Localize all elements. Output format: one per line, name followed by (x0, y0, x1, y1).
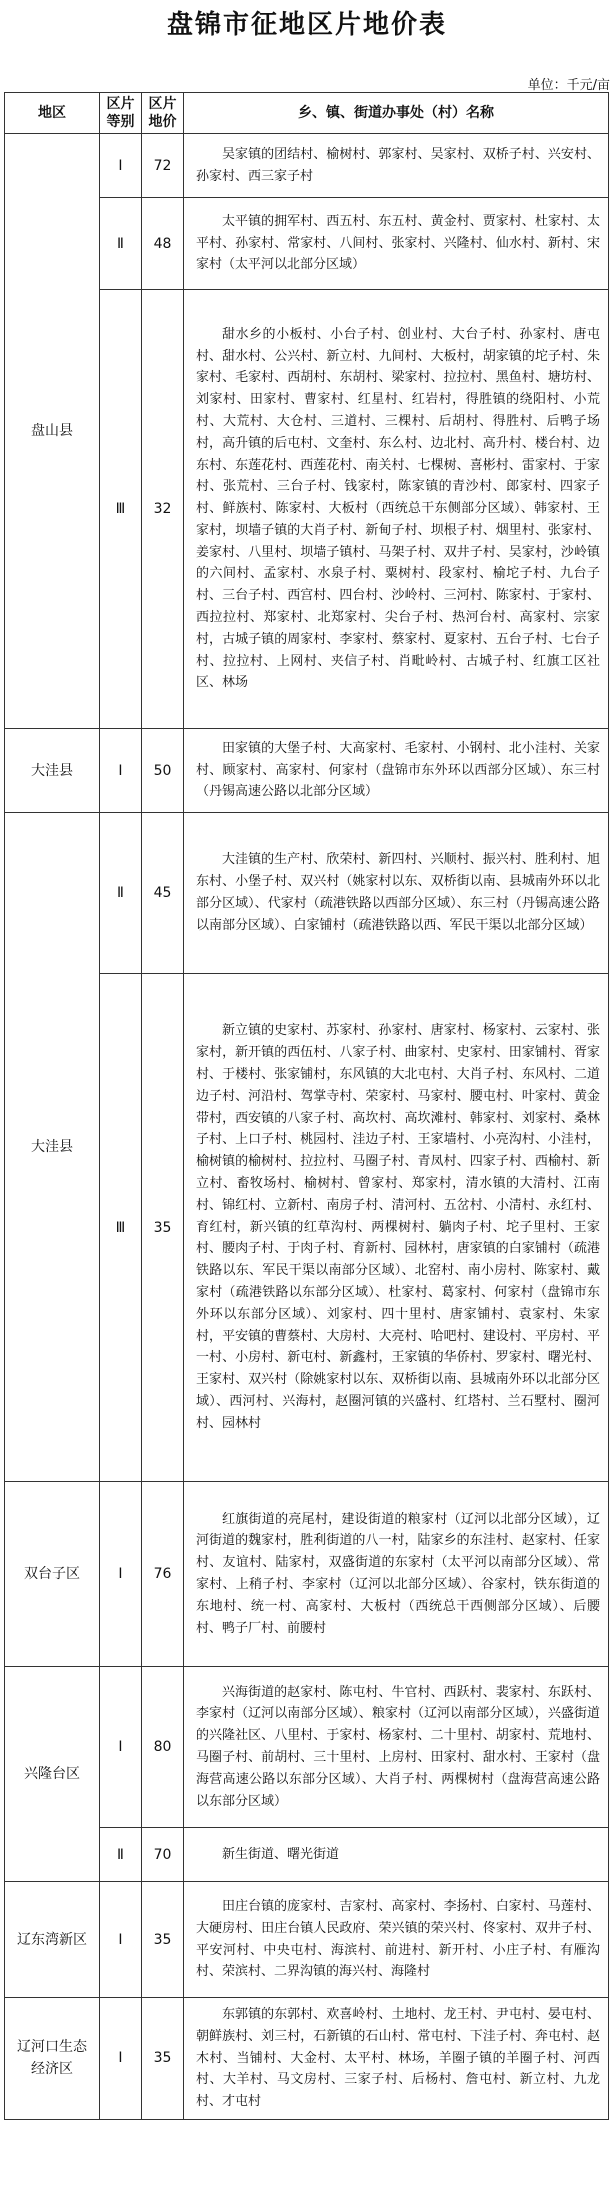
page-title: 盘锦市征地区片地价表 (166, 10, 447, 40)
grade-cell: Ⅰ (100, 1482, 142, 1667)
price-cell: 35 (142, 1882, 184, 1998)
price-cell: 76 (142, 1482, 184, 1667)
header-region: 地区 (5, 93, 100, 134)
table-row (5, 1998, 609, 2120)
names-cell: 太平镇的拥军村、西五村、东五村、黄金村、贾家村、杜家村、太平村、孙家村、常家村、八间村、张家村、兴隆村、仙水村、新村、宋家村（太平河以北部分区域） (184, 198, 609, 290)
names-cell: 田家镇的大堡子村、大高家村、毛家村、小钢村、北小洼村、关家村、顾家村、高家村、何家村（盘锦市东外环以西部分区域）、东三村（丹锡高速公路以北部分区域） (184, 729, 609, 813)
table-row (5, 1482, 609, 1667)
region-cell: 盘山县 (5, 134, 100, 729)
price-cell: 70 (142, 1828, 184, 1882)
names-cell: 兴海街道的赵家村、陈屯村、牛官村、西跃村、裴家村、东跃村、李家村（辽河以南部分区域）、粮家村（辽河以南部分区域），兴盛街道的兴隆社区、八里村、于家村、杨家村、二十里村、胡家村、荒地村、马圈子村、前胡村、三十里村、上房村、田家村、甜水村、王家村（盘海营高速公路以东部分区域）、大肖子村、两棵树村（盘海营高速公路以东部分区域） (184, 1667, 609, 1828)
grade-cell: Ⅰ (100, 1882, 142, 1998)
price-cell: 80 (142, 1667, 184, 1828)
region-cell: 兴隆台区 (5, 1667, 100, 1882)
grade-cell: Ⅱ (100, 813, 142, 974)
grade-cell: Ⅰ (100, 134, 142, 198)
price-cell: 48 (142, 198, 184, 290)
header-price: 区片 地价 (142, 93, 184, 134)
unit-label: 单位：千元/亩 (527, 78, 610, 93)
table-row (5, 729, 609, 813)
names-cell: 新立镇的史家村、苏家村、孙家村、唐家村、杨家村、云家村、张家村，新开镇的西伍村、八家子村、曲家村、史家村、田家铺村、胥家村、于楼村、张家铺村，东风镇的大北屯村、大肖子村、东风村、二道边子村、河沿村、驾掌寺村、荣家村、马家村、腰屯村、叶家村、黄金带村，西安镇的八家子村、高坎村、高坎滩村、韩家村、刘家村、桑林子村、上口子村、桃园村、洼边子村、王家墙村、小亮沟村、小洼村，榆树镇的榆树村、拉拉村、马圈子村、青凤村、四家子村、西榆村、新立村、畜牧场村、榆树村、曾家村、郑家村，清水镇的大清村、江南村、锦红村、立新村、南房子村、清河村、五岔村、小清村、永红村、育红村，新兴镇的红草沟村、两棵树村、躺肉子村、坨子里村、王家村、腰肉子村、于肉子村、育新村、园林村，唐家镇的白家铺村（疏港铁路以东、军民干渠以南部分区域）、北窑村、南小房村、陈家村、戴家村（疏港铁路以东部分区域）、杜家村、葛家村、何家村（盘锦市东外环以东部分区域）、刘家村、四十里村、唐家铺村、袁家村、朱家村，平安镇的曹蔡村、大房村、大亮村、哈吧村、建设村、平房村、平一村、小房村、新屯村、新鑫村，王家镇的华侨村、罗家村、曙光村、王家村、双兴村（除姚家村以东、双桥街以南、县城南外环以北部分区域）、西河村、兴海村，赵圈河镇的兴盛村、红塔村、兰石墅村、圈河村、园林村 (184, 974, 609, 1482)
header-row (5, 93, 609, 134)
grade-cell: Ⅰ (100, 1998, 142, 2120)
table-row (5, 1667, 609, 1828)
region-cell: 辽东湾新区 (5, 1882, 100, 1998)
header-names: 乡、镇、街道办事处（村）名称 (184, 93, 609, 134)
names-cell: 田庄台镇的庞家村、吉家村、高家村、李扬村、白家村、马莲村、大硬房村、田庄台镇人民政府、荣兴镇的荣兴村、佟家村、双井子村、平安河村、中央屯村、海滨村、前进村、新开村、小庄子村、有雁沟村、荣滨村、二界沟镇的海兴村、海隆村 (184, 1882, 609, 1998)
names-cell: 甜水乡的小板村、小台子村、创业村、大台子村、孙家村、唐屯村、甜水村、公兴村、新立村、九间村、大板村，胡家镇的坨子村、朱家村、毛家村、西胡村、东胡村、梁家村、拉拉村、黑鱼村、塘坊村、刘家村、田家村、曹家村、红星村、红岩村，得胜镇的绕阳村、小荒村、大荒村、大仓村、三道村、三棵村、后胡村、得胜村、后鸭子场村，高升镇的后屯村、文奎村、东么村、边北村、高升村、楼台村、边东村、东莲花村、西莲花村、南关村、七棵树、喜彬村、雷家村、于家村、张荒村、三台子村、钱家村，陈家镇的青沙村、郎家村、四家子村、鲜族村、陈家村、大板村（西统总干东侧部分区域）、韩家村、王家村，坝墙子镇的大肖子村、新甸子村、坝根子村、烟里村、张家村、姜家村、八里村、坝墙子镇村、马架子村、双井子村、吴家村，沙岭镇的六间村、孟家村、水泉子村、粟树村、段家村、榆坨子村、九台子村、三台子村、西宫村、四台村、沙岭村、三河村、陈家村、于家村、西拉拉村、郑家村、北郑家村、尖台子村、热河台村、高家村、宗家村，古城子镇的周家村、李家村、蔡家村、夏家村、五台子村、七台子村、拉拉村、上网村、夹信子村、肖毗岭村、古城子村、红旗工区社区、林场 (184, 290, 609, 729)
names-cell: 东郭镇的东郭村、欢喜岭村、土地村、龙王村、尹屯村、晏屯村、朝鲜族村、刘三村，石新镇的石山村、常屯村、下洼子村、奔屯村、赵木村、当铺村、大金村、太平村、林场，羊圈子镇的羊圈子村、河西村、大羊村、马文房村、三家子村、后杨村、詹屯村、新立村、九龙村、才屯村 (184, 1998, 609, 2120)
price-cell: 45 (142, 813, 184, 974)
names-cell: 吴家镇的团结村、榆树村、郭家村、吴家村、双桥子村、兴安村、孙家村、西三家子村 (184, 134, 609, 198)
price-cell: 35 (142, 974, 184, 1482)
grade-cell: Ⅱ (100, 198, 142, 290)
grade-cell: Ⅲ (100, 974, 142, 1482)
land-price-table (4, 92, 609, 2120)
price-cell: 35 (142, 1998, 184, 2120)
grade-cell: Ⅱ (100, 1828, 142, 1882)
grade-cell: Ⅲ (100, 290, 142, 729)
price-cell: 72 (142, 134, 184, 198)
names-cell: 红旗街道的亮尾村，建设街道的粮家村（辽河以北部分区域），辽河街道的魏家村，胜利街道的八一村，陆家乡的东洼村、赵家村、任家村、友谊村、陆家村，双盛街道的东家村（太平河以南部分区域）、常家村、上稍子村、李家村（辽河以北部分区域）、谷家村，铁东街道的东地村、统一村、高家村、大板村（西统总干西侧部分区域）、后腰村、鸭子厂村、前腰村 (184, 1482, 609, 1667)
region-cell: 大洼县 (5, 729, 100, 813)
price-cell: 50 (142, 729, 184, 813)
names-cell: 大洼镇的生产村、欣荣村、新四村、兴顺村、振兴村、胜利村、旭东村、小堡子村、双兴村（姚家村以东、双桥街以南、县城南外环以北部分区域）、代家村（疏港铁路以西部分区域）、东三村（丹锡高速公路以南部分区域）、白家铺村（疏港铁路以西、军民干渠以北部分区域） (184, 813, 609, 974)
names-cell: 新生街道、曙光街道 (184, 1828, 609, 1882)
region-cell: 双台子区 (5, 1482, 100, 1667)
header-grade: 区片 等别 (100, 93, 142, 134)
grade-cell: Ⅰ (100, 729, 142, 813)
table-row (5, 1882, 609, 1998)
table-row (5, 813, 609, 974)
price-cell: 32 (142, 290, 184, 729)
region-cell: 辽河口生态 经济区 (5, 1998, 100, 2120)
region-cell: 大洼县 (5, 813, 100, 1482)
table-row (5, 134, 609, 198)
grade-cell: Ⅰ (100, 1667, 142, 1828)
